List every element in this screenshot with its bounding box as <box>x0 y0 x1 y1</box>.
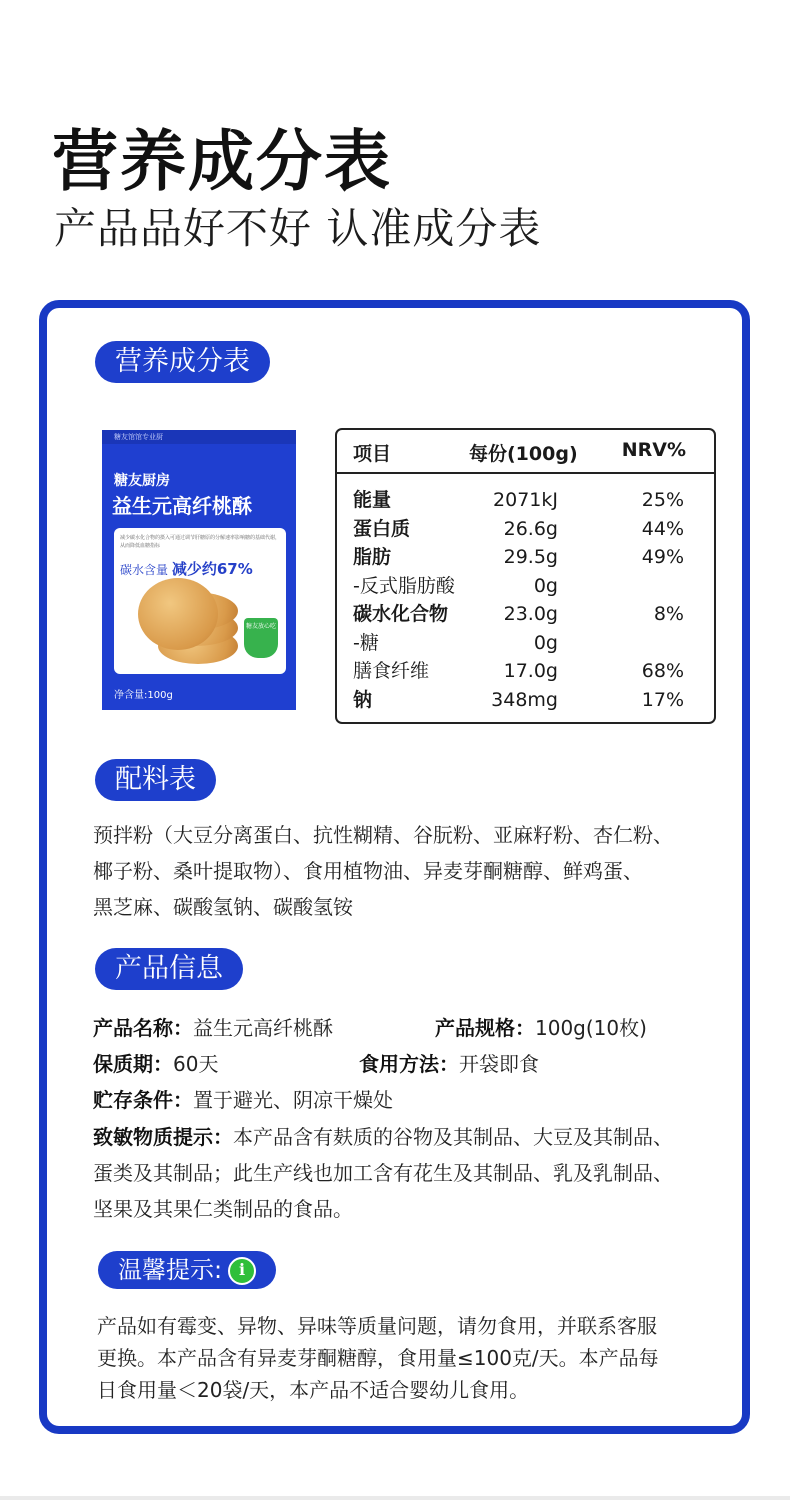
nutrition-row <box>337 515 714 543</box>
nutrient-value: 0g <box>533 574 558 597</box>
nutrition-row <box>337 572 714 600</box>
tips-line-3: 日食用量＜20袋/天，本产品不适合婴幼儿食用。 <box>97 1378 530 1402</box>
storage-value: 置于避光、阴凉干燥处 <box>193 1088 393 1112</box>
cookie-image <box>138 578 218 650</box>
nutrient-value: 23.0g <box>503 603 558 625</box>
bottom-divider <box>0 1496 790 1500</box>
tips-line-2: 更换。本产品含有异麦芽酮糖醇，食用量≤100克/天。本产品每 <box>97 1346 659 1370</box>
ingredients-line-2: 椰子粉、桑叶提取物）、食用植物油、异麦芽酮糖醇、鲜鸡蛋、 <box>93 859 643 883</box>
nutrition-row <box>337 629 714 657</box>
nutrient-nrv: 25% <box>641 489 684 511</box>
usage-label: 食用方法： <box>359 1052 459 1076</box>
tips-line-1: 产品如有霉变、异物、异味等质量问题，请勿食用，并联系客服 <box>97 1314 657 1338</box>
nutrient-nrv: 44% <box>641 517 684 540</box>
nutrient-name: 碳水化合物 <box>353 603 449 625</box>
usage-value: 开袋即食 <box>459 1052 539 1076</box>
allergen-line-2: 蛋类及其制品；此生产线也加工含有花生及其制品、乳及乳制品、 <box>93 1161 673 1185</box>
product-spec-line <box>435 1010 647 1046</box>
box-carb-value: 减少约67% <box>171 560 253 578</box>
product-box-image <box>102 430 296 710</box>
box-panel <box>114 528 286 674</box>
box-carb-label: 碳水含量 <box>120 563 169 577</box>
nutrient-value: 29.5g <box>503 546 558 568</box>
info-icon: i <box>228 1257 256 1285</box>
allergen-line-3: 坚果及其果仁类制品的食品。 <box>93 1197 353 1221</box>
ingredients-section-pill: 配料表 <box>95 759 216 801</box>
product-spec-value: 100g(10枚) <box>535 1016 647 1040</box>
box-net-weight: 净含量:100g <box>114 690 173 701</box>
nutrition-row <box>337 600 714 628</box>
nutrient-value: 348mg <box>491 688 558 711</box>
nutrition-table <box>335 428 716 724</box>
shield-badge-icon: 糖友放心吃 <box>244 618 278 658</box>
tips-section-pill <box>98 1251 276 1289</box>
nutrient-nrv: 17% <box>641 688 684 711</box>
nutrient-value: 17.0g <box>503 660 558 682</box>
nutrient-nrv: 68% <box>641 660 684 682</box>
box-strip-text: 糖友馆馆专业厨 <box>102 430 296 444</box>
header-item: 项目 <box>353 443 392 465</box>
nutrient-name: 能量 <box>353 489 392 511</box>
nutrient-value: 2071kJ <box>493 489 558 511</box>
allergen-value: 本产品含有麸质的谷物及其制品、大豆及其制品、 <box>233 1125 673 1149</box>
nutrient-value: 0g <box>533 631 558 654</box>
box-tiny-text: 减少碳水化合物的摄入可通过调节肝糖原的分解速率影响糖的基础代谢，从而降低血糖指标 <box>120 535 281 549</box>
header-nrv: NRV% <box>621 439 686 461</box>
nutrition-section-pill: 营养成分表 <box>95 341 270 383</box>
box-product-name: 益生元高纤桃酥 <box>112 494 252 518</box>
storage-label: 贮存条件： <box>93 1088 193 1112</box>
nutrient-value: 26.6g <box>503 517 558 540</box>
info-card <box>39 300 750 1434</box>
nutrient-name: 蛋白质 <box>353 517 411 540</box>
box-brand: 糖友厨房 <box>114 473 170 489</box>
allergen-line <box>93 1119 673 1155</box>
nutrient-name: -反式脂肪酸 <box>353 574 455 597</box>
hero-title: 营养成分表 <box>52 123 392 200</box>
usage-line <box>359 1046 539 1082</box>
nutrient-name: 脂肪 <box>353 546 392 568</box>
ingredients-line-1: 预拌粉（大豆分离蛋白、抗性糊精、谷朊粉、亚麻籽粉、杏仁粉、 <box>93 823 673 847</box>
product-name-label: 产品名称： <box>93 1016 193 1040</box>
product-name-line <box>93 1010 333 1046</box>
nutrient-nrv: 49% <box>641 546 684 568</box>
nutrient-nrv: 8% <box>653 603 684 625</box>
shelf-life-value: 60天 <box>173 1052 219 1076</box>
product-spec-label: 产品规格： <box>435 1016 535 1040</box>
nutrient-name: -糖 <box>353 631 379 654</box>
nutrition-row <box>337 543 714 571</box>
hero-subtitle: 产品品好不好 认准成分表 <box>54 204 542 253</box>
nutrition-row <box>337 686 714 714</box>
allergen-label: 致敏物质提示： <box>93 1125 233 1149</box>
shelf-life-line <box>93 1046 218 1082</box>
storage-line <box>93 1082 393 1118</box>
tips-label: 温馨提示: <box>118 1256 223 1284</box>
nutrient-name: 膳食纤维 <box>353 660 430 682</box>
ingredients-line-3: 黑芝麻、碳酸氢钠、碳酸氢铵 <box>93 895 353 919</box>
nutrition-table-header <box>337 430 714 474</box>
shelf-life-label: 保质期： <box>93 1052 173 1076</box>
nutrient-name: 钠 <box>353 688 373 711</box>
box-carb-claim <box>120 558 253 579</box>
product-info-section-pill: 产品信息 <box>95 948 243 990</box>
header-per-serving: 每份(100g) <box>469 443 578 465</box>
nutrition-row <box>337 657 714 685</box>
product-name-value: 益生元高纤桃酥 <box>193 1016 333 1040</box>
nutrition-row <box>337 486 714 514</box>
